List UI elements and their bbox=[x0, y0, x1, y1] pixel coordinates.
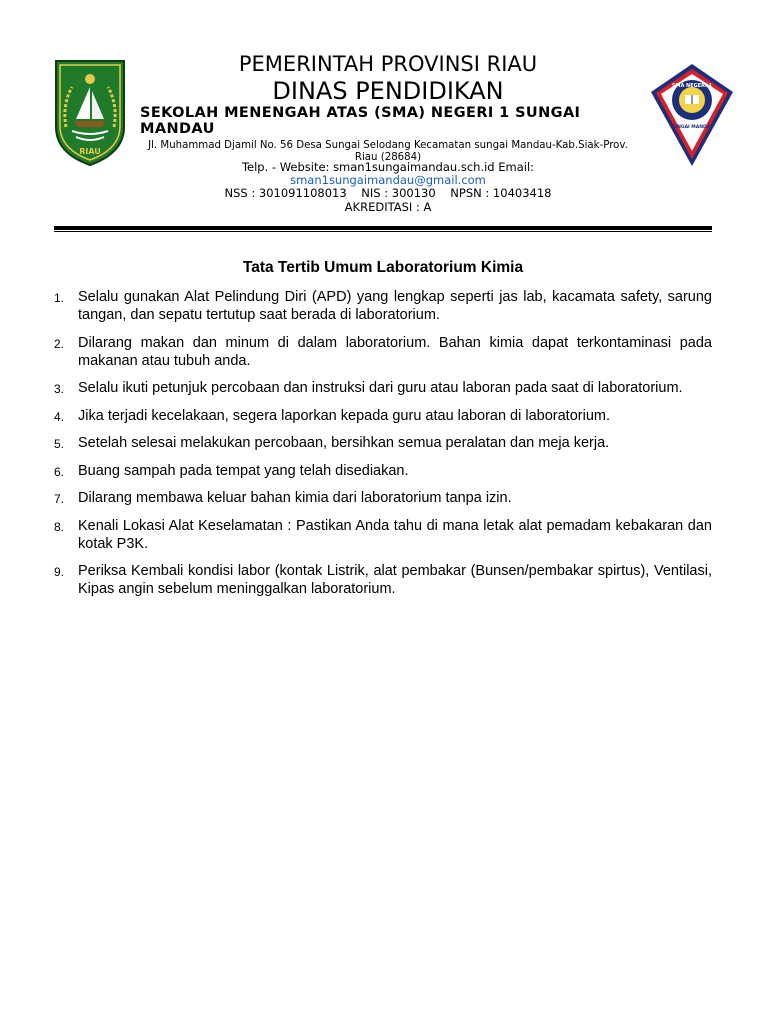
right-logo-text-top: SMA NEGERI 1 bbox=[671, 83, 713, 89]
list-item bbox=[54, 334, 712, 370]
list-item bbox=[54, 517, 712, 553]
letterhead-divider-thin bbox=[54, 231, 712, 232]
list-item bbox=[54, 407, 712, 425]
list-item bbox=[54, 462, 712, 480]
list-item bbox=[54, 288, 712, 324]
right-logo-text-bottom: SUNGAI MANDAU bbox=[670, 125, 714, 130]
agency-heading: DINAS PENDIDIKAN bbox=[272, 77, 504, 105]
document-title: Tata Tertib Umum Laboratorium Kimia bbox=[242, 259, 524, 276]
list-number: 1. bbox=[54, 291, 65, 305]
rule-text: Selalu gunakan Alat Pelindung Diri (APD) yang lengkap seperti jas lab, kacamata safety, sarung tangan, dan sepatu tertutup saat berada di laboratorium. bbox=[78, 289, 712, 323]
school-address: Jl. Muhammad Djamil No. 56 Desa Sungai Selodang Kecamatan sungai Mandau-Kab.Siak-Prov. Riau (28684) bbox=[148, 140, 628, 163]
rule-text: Jika terjadi kecelakaan, segera laporkan kepada guru atau laboran di laboratorium. bbox=[78, 407, 610, 424]
list-item bbox=[54, 379, 712, 397]
rule-text: Selalu ikuti petunjuk percobaan dan instruksi dari guru atau laboran pada saat di laboratorium. bbox=[78, 380, 683, 396]
list-number: 9. bbox=[54, 565, 65, 579]
list-item bbox=[54, 434, 712, 452]
rule-text: Kenali Lokasi Alat Keselamatan : Pastikan Anda tahu di mana letak alat pemadam kebakaran dan kotak P3K. bbox=[78, 517, 712, 552]
list-number: 3. bbox=[54, 382, 65, 396]
rule-text: Setelah selesai melakukan percobaan, bersihkan semua peralatan dan meja kerja. bbox=[78, 435, 610, 451]
contact-line: Telp. - Website: sman1sungaimandau.sch.id Email: bbox=[241, 160, 535, 174]
list-number: 7. bbox=[54, 492, 65, 506]
list-item bbox=[54, 562, 712, 598]
left-logo-text: RIAU bbox=[79, 147, 101, 156]
school-name: SEKOLAH MENENGAH ATAS (SMA) NEGERI 1 SUNGAI MANDAU bbox=[140, 105, 581, 137]
accreditation: AKREDITASI : A bbox=[344, 200, 432, 214]
rule-text: Dilarang membawa keluar bahan kimia dari laboratorium tanpa izin. bbox=[78, 490, 512, 506]
rule-text: Dilarang makan dan minum di dalam laboratorium. Bahan kimia dapat terkontaminasi pada makanan atau tubuh anda. bbox=[78, 334, 712, 369]
list-number: 8. bbox=[54, 519, 65, 534]
list-number: 6. bbox=[54, 464, 65, 479]
letterhead-divider-thick bbox=[54, 226, 712, 230]
school-logo bbox=[649, 62, 735, 168]
rule-text: Buang sampah pada tempat yang telah disediakan. bbox=[78, 462, 409, 479]
list-number: 5. bbox=[54, 437, 65, 451]
list-item bbox=[54, 489, 712, 507]
rule-text: Periksa Kembali kondisi labor (kontak Listrik, alat pembakar (Bunsen/pembakar spirtus), Ventilasi, Kipas angin sebelum meninggalkan laboratorium. bbox=[78, 563, 712, 597]
list-number: 2. bbox=[54, 336, 65, 351]
rules-list bbox=[54, 288, 712, 608]
school-identifiers: NSS : 301091108013 NIS : 300130 NPSN : 10403418 bbox=[224, 186, 552, 200]
government-heading: PEMERINTAH PROVINSI RIAU bbox=[238, 52, 538, 76]
riau-province-logo bbox=[52, 57, 128, 167]
email-link[interactable]: sman1sungaimandau@gmail.com bbox=[290, 173, 486, 187]
list-number: 4. bbox=[54, 409, 65, 424]
